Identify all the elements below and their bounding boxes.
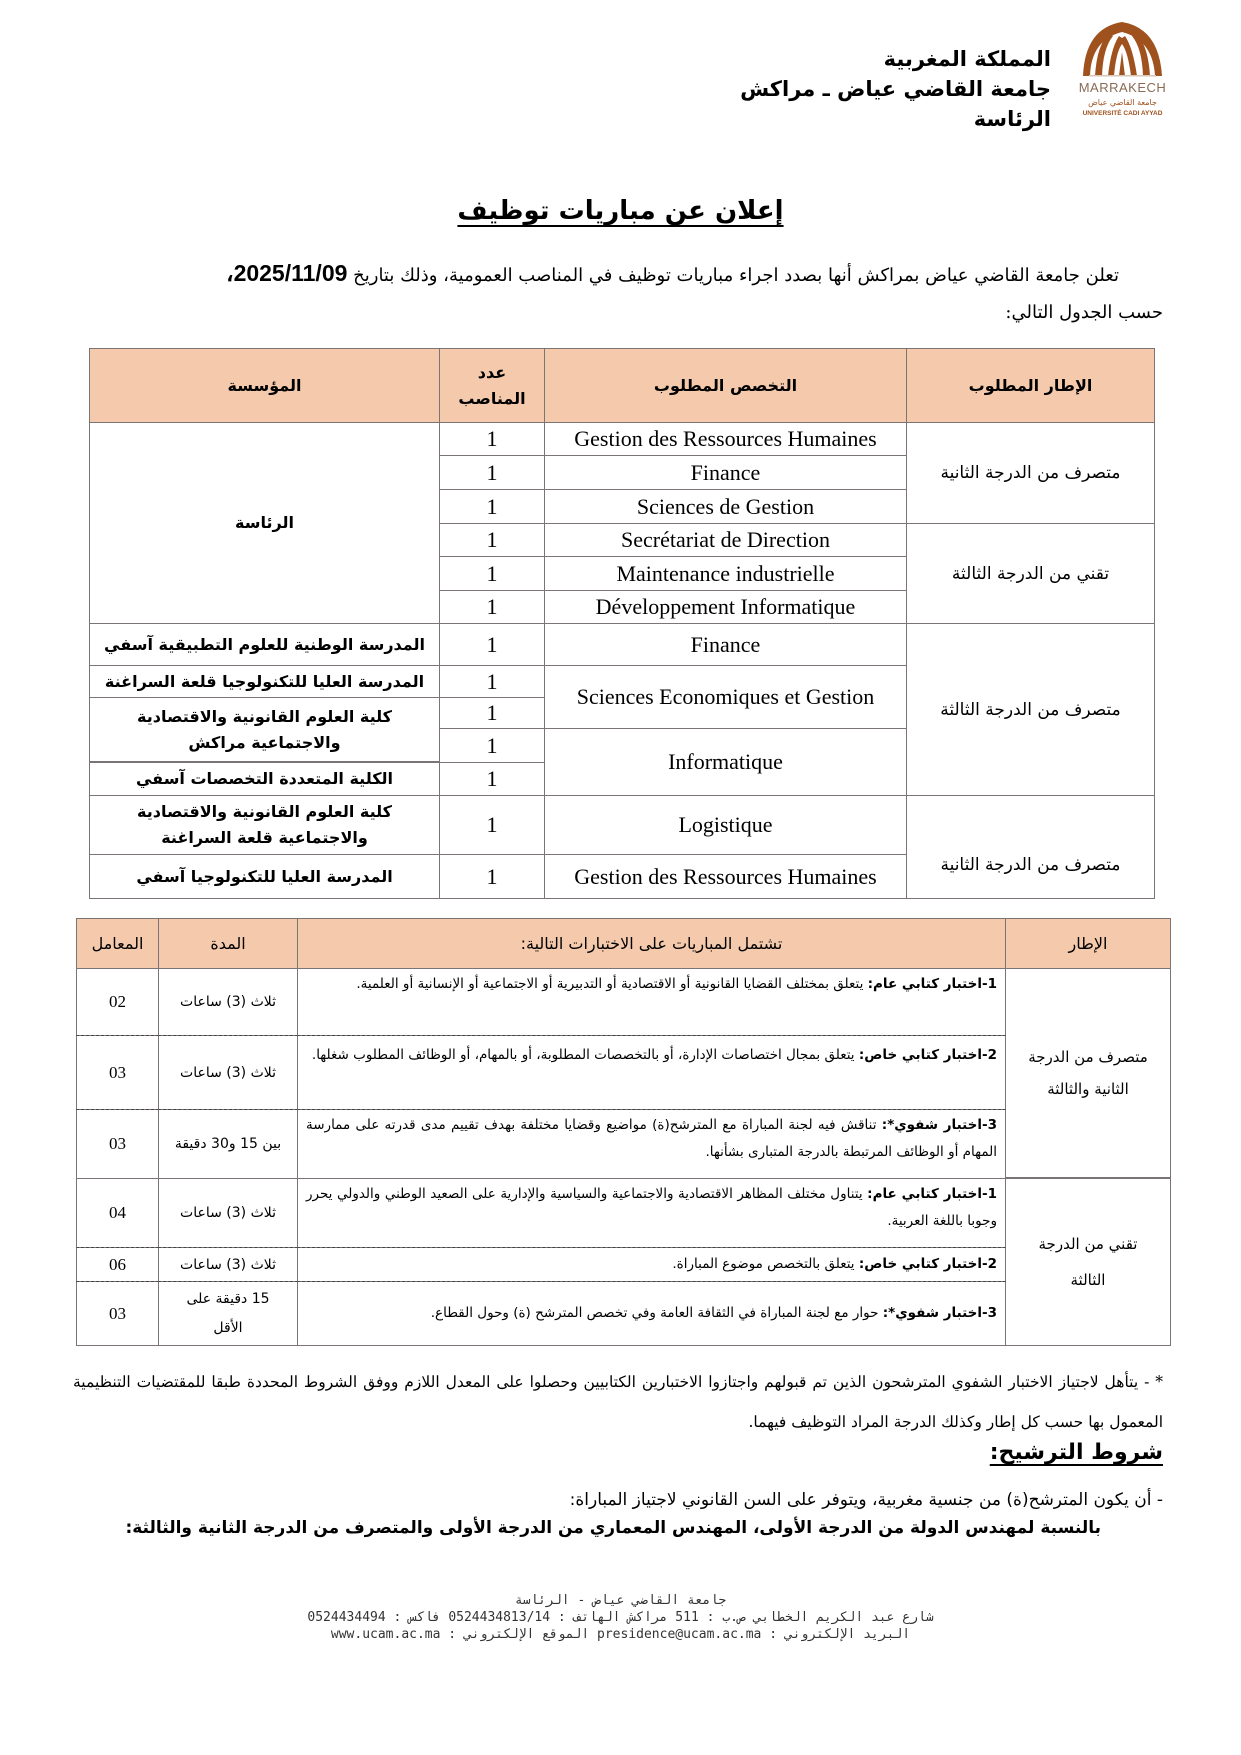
test-description: 3-اختبار شفوي*: تناقش فيه لجنة المباراة مع المترشح(ة) مواضيع وقضايا مختلفة بهدف تقييم مدى قدرته على ممارسة المهام أو الوظائف المرتبطة بالدرجة المتبارى بشأنها. (297, 1109, 1006, 1179)
count-cell: 1 (439, 422, 545, 456)
count-cell: 1 (439, 556, 545, 591)
count-cell: 1 (439, 795, 545, 855)
test-description: 1-اختبار كتابي عام: يتناول مختلف المظاهر الاقتصادية والاجتماعية والسياسية والإدارية على الصعيد الوطني والدولي يحرر وجوبا باللغة العربية. (297, 1178, 1006, 1248)
col-header-duration: المدة (158, 918, 298, 969)
col-header-coefficient: المعامل (76, 918, 159, 969)
count-cell: 1 (439, 728, 545, 763)
test-duration: ثلاث (3) ساعات (158, 1247, 298, 1282)
test-coefficient: 02 (76, 968, 159, 1036)
institution-cell: كلية العلوم القانونية والاقتصادية والاجتماعية قلعة السراغنة (89, 795, 440, 855)
specialty-cell: Gestion des Ressources Humaines (544, 422, 907, 456)
col-header-count: عدد المناصب (439, 348, 545, 423)
footer-address: شارع عبد الكريم الخطابي ص.ب : 511 مراكش الهاتف : 0524434813/14 فاكس : 0524434494 (307, 1610, 934, 1625)
specialty-cell: Maintenance industrielle (544, 556, 907, 591)
exam-date: 2025/11/09 (233, 260, 348, 286)
count-cell: 1 (439, 854, 545, 899)
intro-paragraph: تعلن جامعة القاضي عياض بمراكش أنها بصدد اجراء مباريات توظيف في المناصب العمومية، وذلك بتاريخ 2025/11/09، (226, 260, 1119, 286)
test-coefficient: 03 (76, 1109, 159, 1179)
count-cell: 1 (439, 623, 545, 666)
count-cell: 1 (439, 762, 545, 796)
specialty-cell: Développement Informatique (544, 590, 907, 624)
institution-cell: المدرسة العليا للتكنولوجيا قلعة السراغنة (89, 665, 440, 698)
col-header-institution: المؤسسة (89, 348, 440, 423)
col-header-frame: الإطار المطلوب (906, 348, 1155, 423)
test-duration: ثلاث (3) ساعات (158, 1035, 298, 1110)
institution-cell: الكلية المتعددة التخصصات آسفي (89, 762, 440, 796)
test-description: 1-اختبار كتابي عام: يتعلق بمختلف القضايا القانونية أو الاقتصادية أو التدبيرية أو الاجتماعية أو الإنسانية أو العلمية. (297, 968, 1006, 1036)
footer-contact: البريد الإلكتروني : presidence@ucam.ac.ma الموقع الإلكتروني : www.ucam.ac.ma (330, 1627, 911, 1642)
page-title: إعلان عن مباريات توظيف (457, 196, 784, 226)
logo-city: MARRAKECH (1078, 80, 1167, 95)
frame-cell: متصرف من الدرجة الثانية (906, 795, 1155, 899)
intro-line2: حسب الجدول التالي: (1005, 302, 1163, 323)
intro-text: تعلن جامعة القاضي عياض بمراكش أنها بصدد اجراء مباريات توظيف في المناصب العمومية، وذلك بتاريخ (347, 265, 1119, 286)
letterhead-kingdom: المملكة المغربية (883, 47, 1051, 71)
footer (0, 1592, 1241, 1643)
letterhead-university: جامعة القاضي عياض ـ مراكش (740, 77, 1051, 101)
test-duration: ثلاث (3) ساعات (158, 1178, 298, 1248)
count-cell: 1 (439, 665, 545, 698)
test-duration: بين 15 و30 دقيقة (158, 1109, 298, 1179)
frame-cell: متصرف من الدرجة الثانية (906, 422, 1155, 524)
test-coefficient: 03 (76, 1035, 159, 1110)
test-duration: 15 دقيقة على الأقل (158, 1281, 298, 1346)
institution-cell: الرئاسة (89, 422, 440, 624)
count-cell: 1 (439, 489, 545, 524)
letterhead-presidency: الرئاسة (973, 107, 1051, 131)
col-header-specialty: التخصص المطلوب (544, 348, 907, 423)
specialty-cell: Logistique (544, 795, 907, 855)
letterhead (740, 44, 1051, 134)
specialty-cell: Sciences de Gestion (544, 489, 907, 524)
condition-nationality-age: - أن يكون المترشح(ة) من جنسية مغربية، ويتوفر على السن القانوني لاجتياز المباراة: (569, 1490, 1163, 1510)
specialty-cell: Finance (544, 455, 907, 490)
frame-cell: متصرف من الدرجة الثالثة (906, 623, 1155, 796)
institution-cell: المدرسة الوطنية للعلوم التطبيقية آسفي (89, 623, 440, 666)
test-coefficient: 03 (76, 1281, 159, 1346)
condition-age-categories: بالنسبة لمهندس الدولة من الدرجة الأولى، المهندس المعماري من الدرجة الأولى والمتصرف من الدرجة الثانية والثالثة: (125, 1518, 1101, 1538)
count-cell: 1 (439, 455, 545, 490)
test-coefficient: 04 (76, 1178, 159, 1248)
frame-cell: متصرف من الدرجة الثانية والثالثة (1005, 968, 1171, 1178)
specialty-cell: Sciences Economiques et Gestion (544, 665, 907, 729)
test-duration: ثلاث (3) ساعات (158, 968, 298, 1036)
conditions-title: شروط الترشيح: (989, 1440, 1163, 1465)
specialty-cell: Informatique (544, 728, 907, 796)
col-header-tests: تشتمل المباريات على الاختبارات التالية: (297, 918, 1006, 969)
specialty-cell: Secrétariat de Direction (544, 523, 907, 557)
count-cell: 1 (439, 590, 545, 624)
specialty-cell: Gestion des Ressources Humaines (544, 854, 907, 899)
logo-name-fr: UNIVERSITÉ CADI AYYAD (1082, 110, 1163, 117)
frame-cell: تقني من الدرجة الثالثة (906, 523, 1155, 624)
test-coefficient: 06 (76, 1247, 159, 1282)
institution-cell: كلية العلوم القانونية والاقتصادية والاجتماعية مراكش (89, 697, 440, 762)
count-cell: 1 (439, 523, 545, 557)
footer-institution: جامعة القاضي عياض - الرئاسة (514, 1593, 727, 1608)
count-cell: 1 (439, 697, 545, 729)
specialty-cell: Finance (544, 623, 907, 666)
institution-cell: المدرسة العليا للتكنولوجيا آسفي (89, 854, 440, 899)
palm-arch-logo-icon (1075, 18, 1170, 80)
university-logo (1075, 18, 1170, 118)
col-header-frame: الإطار (1005, 918, 1171, 969)
test-description: 2-اختبار كتابي خاص: يتعلق بمجال اختصاصات الإدارة، أو بالتخصصات المطلوبة، أو بالمهام، أو الوظائف المطلوب شغلها. (297, 1035, 1006, 1110)
test-description: 2-اختبار كتابي خاص: يتعلق بالتخصص موضوع المباراة. (297, 1247, 1006, 1282)
frame-cell: تقني من الدرجة الثالثة (1005, 1178, 1171, 1346)
oral-test-note: * - يتأهل لاجتياز الاختبار الشفوي المترشحون الذين تم قبولهم واجتازوا الاختبارين الكتابيين وحصلوا على المعدل اللازم ووفق الشروط المحددة طبقا للمقتضيات التنظيمية المعمول بها حسب كل إطار وكذلك الدرجة المراد التوظيف فيهما. (73, 1373, 1163, 1431)
test-description: 3-اختبار شفوي*: حوار مع لجنة المباراة في الثقافة العامة وفي تخصص المترشح (ة) وحول القطاع. (297, 1281, 1006, 1346)
logo-name-ar: جامعة القاضي عياض (1088, 98, 1157, 107)
